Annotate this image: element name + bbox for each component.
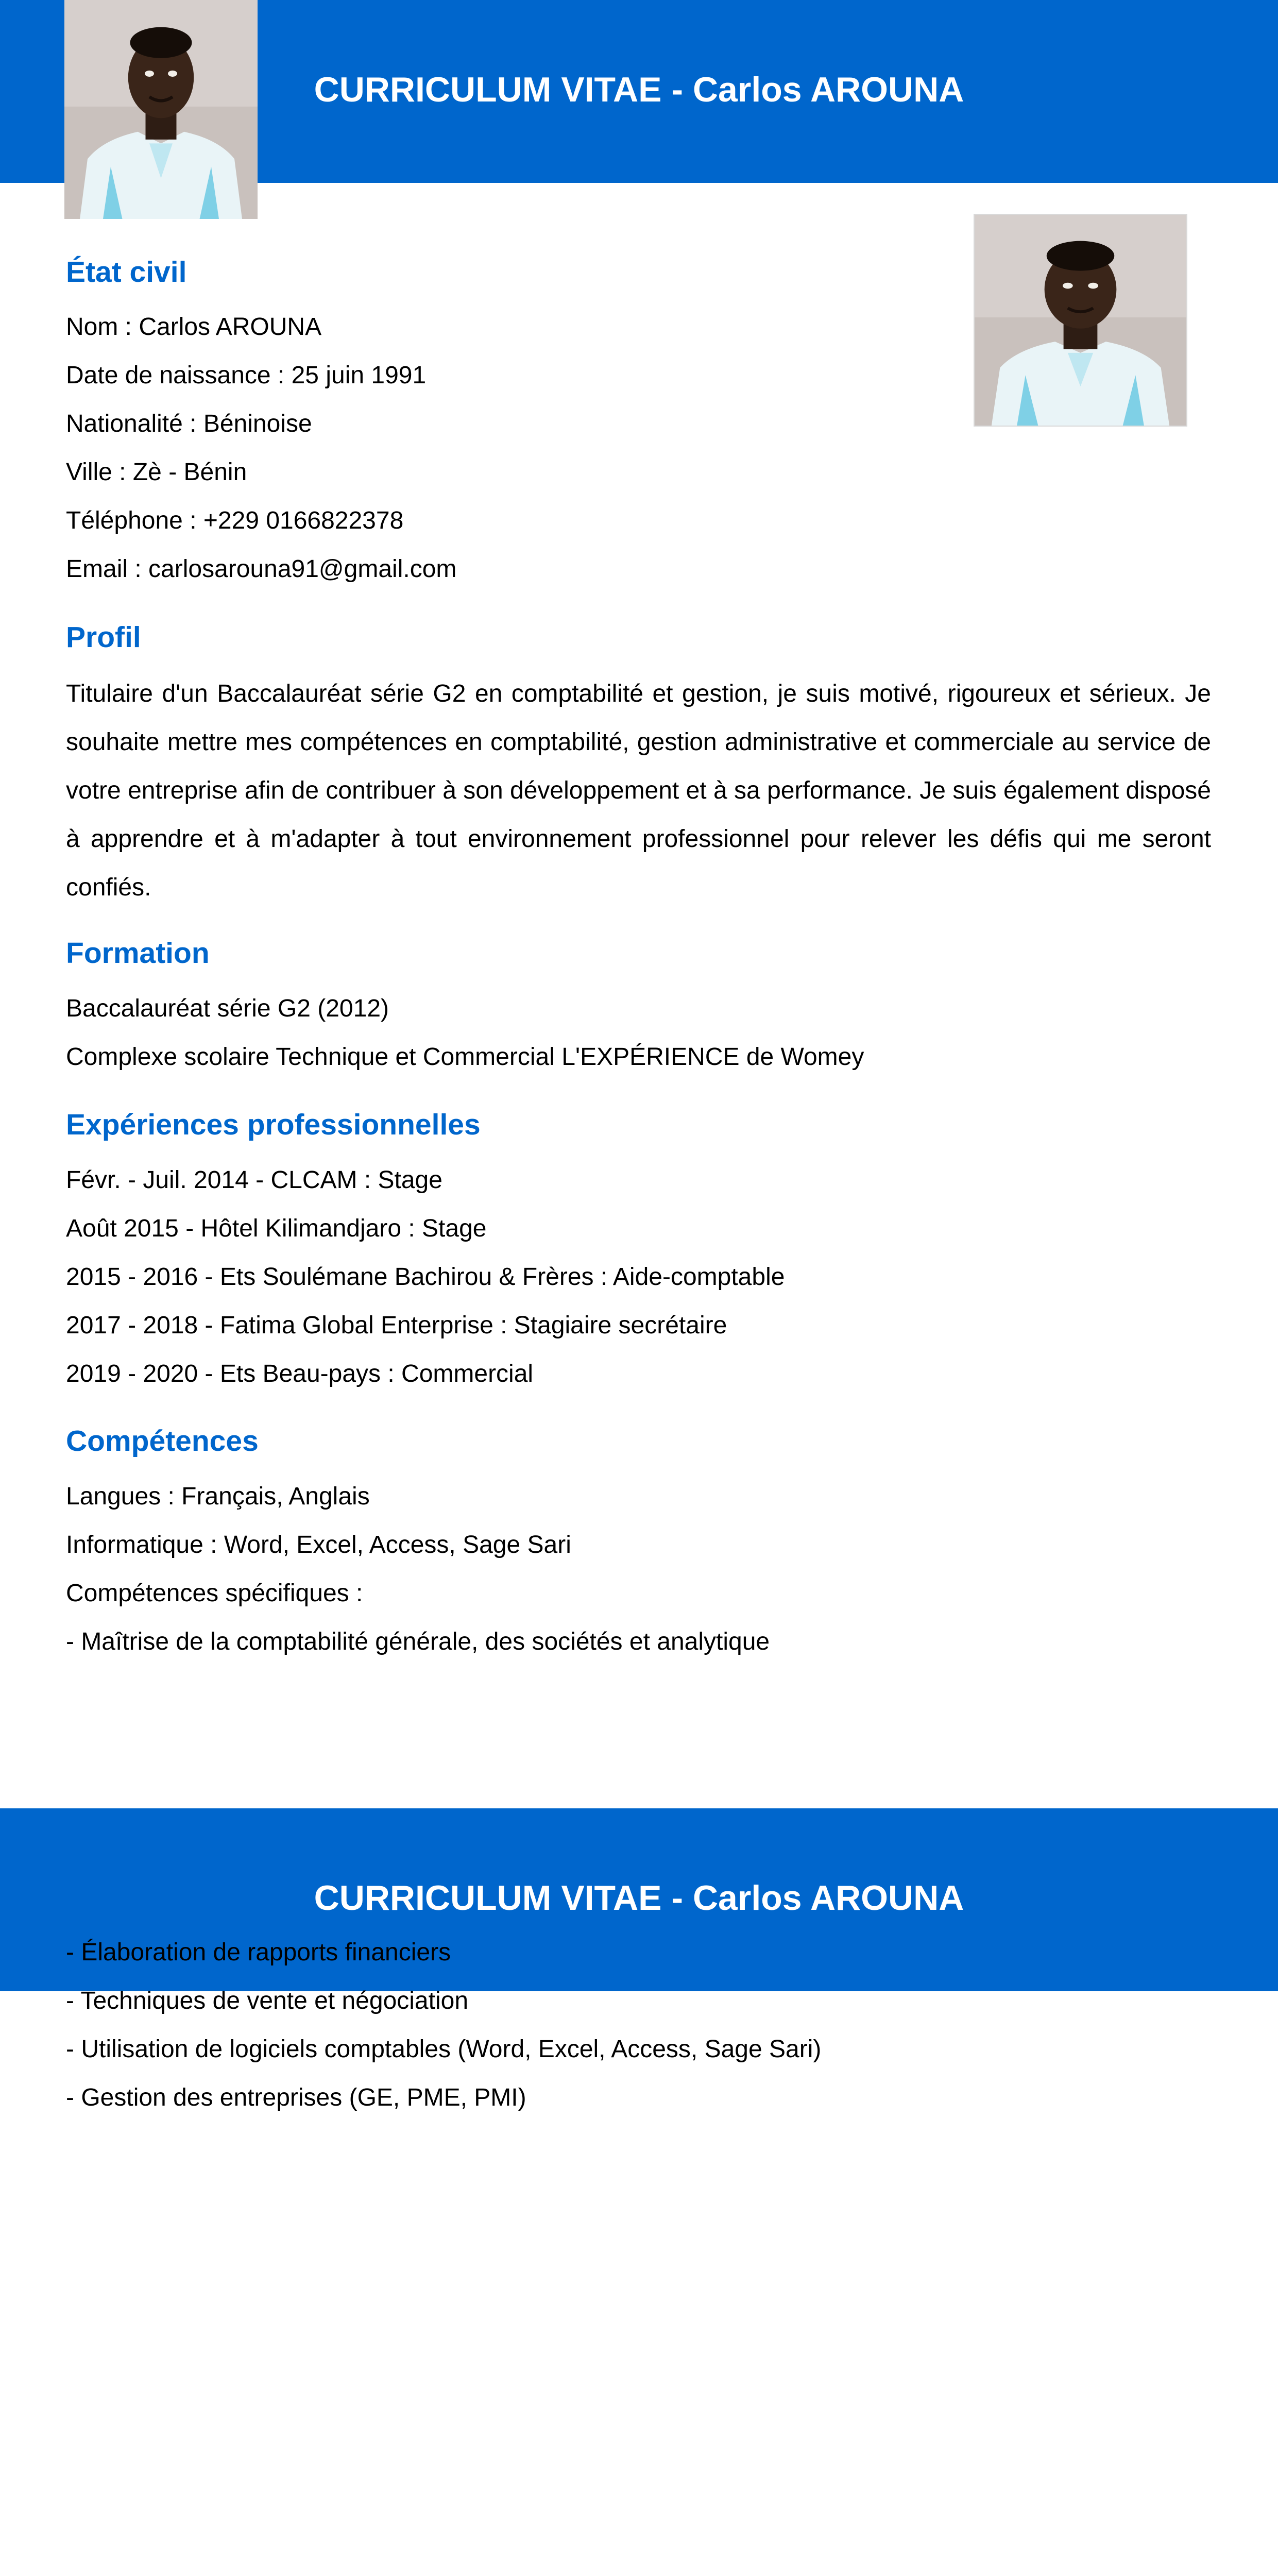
formation-item: Baccalauréat série G2 (2012) [66, 995, 389, 1022]
experience-item: Août 2015 - Hôtel Kilimandjaro : Stage [66, 1215, 487, 1242]
formation-item: Complexe scolaire Technique et Commercial L'EXPÉRIENCE de Womey [66, 1043, 864, 1071]
page-title: CURRICULUM VITAE - Carlos AROUNA [314, 70, 964, 109]
section-heading-formation: Formation [66, 937, 210, 970]
competence-item: - Utilisation de logiciels comptables (Word, Excel, Access, Sage Sari) [66, 2036, 822, 2063]
etat-civil-telephone: Téléphone : +229 0166822378 [66, 507, 404, 534]
competence-item: - Techniques de vente et négociation [66, 1987, 469, 2014]
section-heading-profil: Profil [66, 621, 141, 654]
etat-civil-nationalite: Nationalité : Béninoise [66, 410, 312, 437]
etat-civil-date-naissance: Date de naissance : 25 juin 1991 [66, 362, 427, 389]
experience-item: Févr. - Juil. 2014 - CLCAM : Stage [66, 1166, 442, 1194]
etat-civil-ville: Ville : Zè - Bénin [66, 459, 247, 486]
experience-item: 2017 - 2018 - Fatima Global Enterprise : Stagiaire secrétaire [66, 1312, 727, 1339]
competence-item: - Maîtrise de la comptabilité générale, des sociétés et analytique [66, 1628, 770, 1655]
etat-civil-nom: Nom : Carlos AROUNA [66, 313, 322, 341]
competence-item: - Élaboration de rapports financiers [66, 1939, 451, 1966]
experience-item: 2015 - 2016 - Ets Soulémane Bachirou & Frères : Aide-comptable [66, 1263, 785, 1291]
competence-item: - Gestion des entreprises (GE, PME, PMI) [66, 2084, 526, 2111]
experience-item: 2019 - 2020 - Ets Beau-pays : Commercial [66, 1360, 534, 1387]
section-heading-experiences: Expériences professionnelles [66, 1108, 481, 1141]
section-heading-etat-civil: État civil [66, 256, 187, 289]
section-heading-competences: Compétences [66, 1425, 259, 1458]
competence-item: Compétences spécifiques : [66, 1580, 363, 1607]
profile-paragraph: Titulaire d'un Baccalauréat série G2 en comptabilité et gestion, je suis motivé, rigoureux et sérieux. Je souhaite mettre mes compétences en comptabilité, gestion administrative et commerciale au service de votre entreprise afin de contribuer à son développement et à sa performance. Je suis également disposé à apprendre et à m'adapter à tout environnement professionnel pour relever les défis qui me seront confiés. [66, 680, 1211, 901]
competence-item: Informatique : Word, Excel, Access, Sage Sari [66, 1531, 571, 1558]
page-title: CURRICULUM VITAE - Carlos AROUNA [314, 1878, 964, 1918]
etat-civil-email: Email : carlosarouna91@gmail.com [66, 555, 457, 583]
competence-item: Langues : Français, Anglais [66, 1483, 370, 1510]
profile-photo [974, 214, 1187, 427]
